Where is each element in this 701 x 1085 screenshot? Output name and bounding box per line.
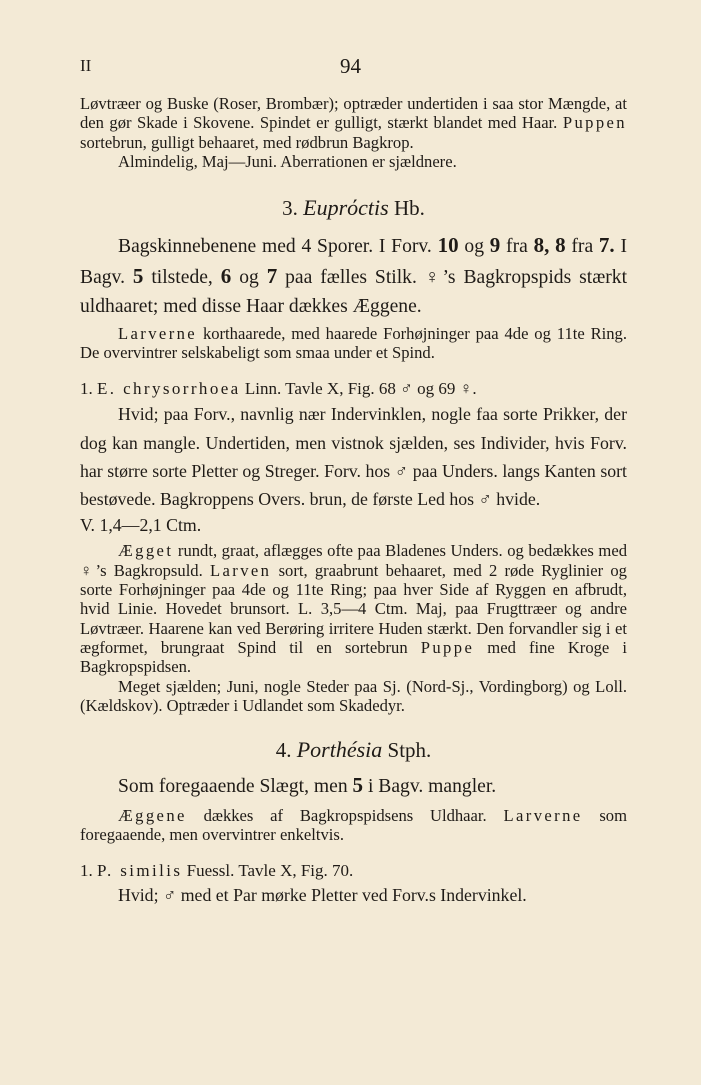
larverne-label: Larverne: [118, 323, 198, 343]
larven-label: Larven: [209, 560, 272, 580]
distribution-paragraph: Meget sjælden; Juni, nogle Steder paa Sj. (Nord-Sj., Vordingborg) og Loll. (Kældskov). Optræder i Udlandet som Skadedyr.: [80, 676, 627, 715]
diagnosis-3-a: Bagskinnebenene med 4 Sporer. I Forv.: [118, 236, 432, 258]
species-4-number: 1.: [80, 861, 93, 881]
species-entry-similis: [80, 860, 627, 882]
num-5-genus-4: 5: [352, 773, 364, 798]
species-4-author-ref: Fuessl. Tavle X, Fig. 70.: [186, 861, 354, 881]
species-description: Hvid; paa Forv., navnlig nær Indervinklen, nogle faa sorte Prikker, der dog kan mangle. Undertiden, men vistnok sjælden, ses Individer, hvis Forv. har større sorte Pletter og Streger. Forv. hos ♂ paa Unders. langs Kanten sort bestøvede. Bagkroppens Overs. brun, de første Led hos ♂ hvide.: [80, 404, 627, 510]
heading-4-author: Stph.: [387, 738, 432, 763]
word-fra: fra: [506, 236, 528, 258]
diagnosis-4-a: Som foregaaende Slægt, men: [118, 776, 348, 798]
puppen-label: Puppen: [562, 113, 627, 133]
aeggene-text: dækkes af Bagkropspidsens Uldhaar.: [203, 805, 487, 825]
intro-text-1: Løvtræer og Buske (Roser, Brombær); optræder undertiden i saa stor Mængde, at den gør Skade i Skovene. Spindet er gulligt, stærkt blandet med Haar.: [80, 94, 627, 133]
running-head: [0, 54, 701, 78]
larverne-paragraph: [80, 324, 627, 363]
heading-3-number: 3.: [282, 196, 298, 221]
word-og-b: og: [239, 266, 259, 288]
word-fra-b: fra: [571, 236, 594, 258]
heading-3-author: Hb.: [393, 196, 425, 221]
puppe-label: Puppe: [420, 637, 475, 657]
diagnosis-3-b: paa fælles Stilk. ♀’s Bagkropspids stærkt uldhaaret; med disse Haar dækkes Æggene.: [80, 266, 628, 318]
section-roman-numeral: II: [80, 56, 92, 75]
word-tilstede: tilstede,: [151, 266, 213, 288]
num-6: 6: [220, 263, 232, 288]
genus-heading-4: [80, 737, 627, 763]
aeggene-label: Æggene: [118, 805, 187, 825]
num-8a: 8,: [533, 233, 550, 258]
genus-4-diagnosis: [80, 771, 627, 802]
puppe-text: med fine Kroge i Bagkropspidsen.: [80, 637, 627, 677]
larverne-text: korthaarede, med haarede Forhøjninger paa 4de og 11te Ring. De overvintrer selskabeligt som smaa under et Spind.: [80, 323, 627, 362]
intro-paragraph: [80, 94, 627, 152]
puppen-text: sortebrun, gulligt behaaret, med rødbrun Bagkrop.: [80, 132, 414, 152]
diagnosis-4-b: i Bagv. mangler.: [367, 776, 497, 798]
page-number: 94: [340, 54, 361, 78]
species-number: 1.: [80, 379, 93, 399]
species-author-ref: Linn. Tavle X, Fig. 68 ♂ og 69 ♀.: [244, 379, 477, 399]
species-4-description: Hvid; ♂ med et Par mørke Pletter ved Forv.s Indervinkel.: [118, 885, 527, 906]
heading-4-genus: Porthésia: [296, 737, 383, 763]
heading-3-genus: Euprόctis: [303, 195, 389, 221]
genus-heading-3: [80, 195, 627, 221]
num-8b: 8: [555, 233, 566, 258]
egget-label: Ægget: [118, 541, 174, 561]
page-body: [80, 94, 627, 908]
egg-larva-paragraph: [80, 541, 627, 676]
num-5: 5: [132, 263, 144, 288]
num-7b: 7: [266, 263, 278, 288]
larven-text: sort, graabrunt behaaret, med 2 røde Ryglinier og sorte Forhøjninger paa 4de og 11te Ring; paa hver Side af Ryggen en afbrudt, hvid Linie. Hovedet brunsort. L. 3,5—4 Ctm. Maj, paa Frugttræer og andre Løvtræer. Haarene kan ved Berøring irritere Huden stærkt. Den forvandler sig i et ægformet, brungraat Spind til en sortebrun: [80, 560, 627, 657]
species-size: V. 1,4—2,1 Ctm.: [80, 515, 202, 536]
genus-3-diagnosis: [80, 231, 627, 322]
num-9: 9: [489, 233, 501, 258]
species-entry-chrysorrhoea: [80, 378, 627, 400]
larverne-label-4: Larverne: [503, 805, 583, 825]
num-10: 10: [437, 233, 459, 258]
word-og: og: [464, 236, 484, 258]
genus-4-notes: [80, 806, 627, 845]
species-name: E. chrysorrhoea: [97, 379, 241, 399]
larverne-text-4: som foregaaende, men overvintrer enkeltvis.: [80, 805, 628, 844]
egget-text: rundt, graat, aflægges ofte paa Bladenes Unders. og bedækkes med ♀’s Bagkropsuld.: [80, 541, 627, 580]
num-7: 7.: [598, 233, 615, 258]
heading-4-number: 4.: [275, 738, 292, 763]
intro-paragraph-2: Almindelig, Maj—Juni. Aberrationen er sjældnere.: [118, 151, 457, 171]
word-i-bagv: I Bagv.: [80, 236, 627, 288]
species-4-name: P. similis: [97, 861, 183, 881]
